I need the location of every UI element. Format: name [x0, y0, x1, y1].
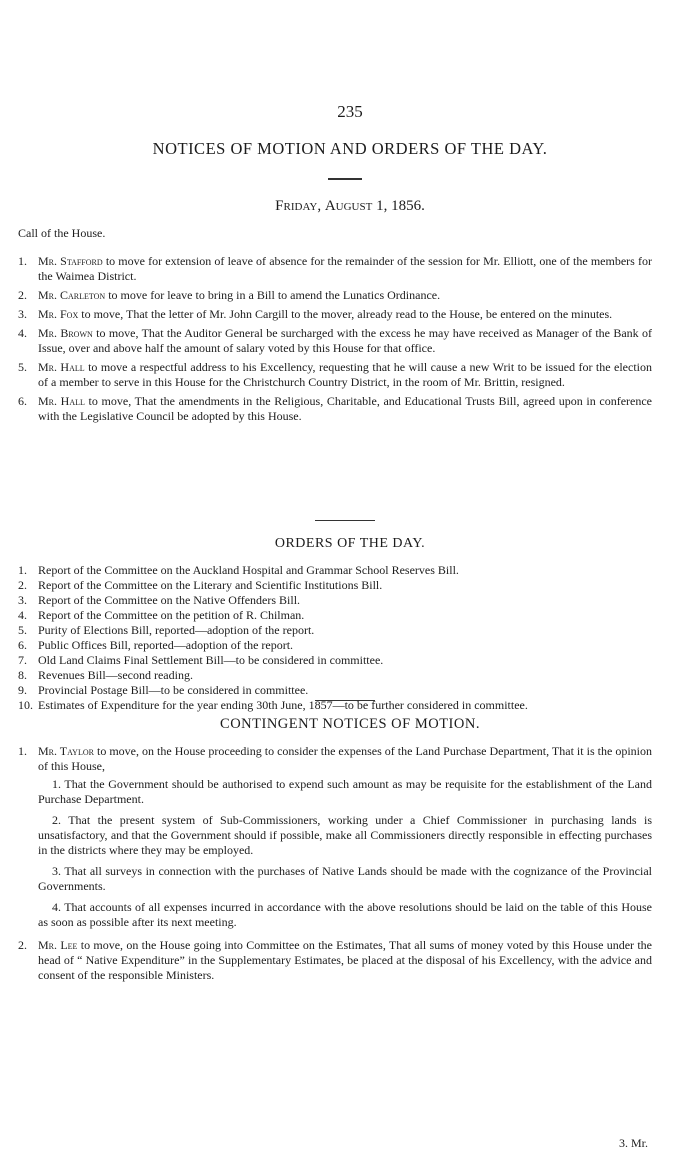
contingent-item [18, 938, 652, 983]
section-divider [315, 520, 375, 521]
sitting-date [0, 198, 700, 215]
date-rest: 1, 1856. [376, 198, 425, 214]
member-name: Mr. Carleton [38, 288, 106, 302]
notice-text: to move a respectful address to his Excellency, requesting that he will cause a new Writ to be issued for the election of a member to serve in this House for the Christchurch Country District, in the room of Mr. Brittin, resigned. [38, 360, 652, 389]
order-item [18, 578, 652, 593]
order-text: Report of the Committee on the Literary and Scientific Institutions Bill. [38, 578, 383, 592]
resolution-paragraph: 2. That the present system of Sub-Commissioners, working under a Chief Commissioner in purchasing lands is unsatisfactory, and that the Government should if possible, make all Commissioners directly responsible in effecting purchases in the districts where they may be employed. [38, 813, 652, 857]
item-number: 1. [18, 563, 27, 577]
notice-item [18, 288, 652, 303]
item-number: 1. [18, 744, 27, 758]
order-item [18, 683, 652, 698]
notice-item [18, 394, 652, 424]
order-text: Report of the Committee on the Auckland Hospital and Grammar School Reserves Bill. [38, 563, 459, 577]
item-number: 6. [18, 394, 27, 408]
item-number: 2. [18, 578, 27, 592]
order-item [18, 593, 652, 608]
order-text: Report of the Committee on the Native Offenders Bill. [38, 593, 301, 607]
member-name: Mr. Taylor [38, 744, 94, 758]
order-text: Revenues Bill—second reading. [38, 668, 193, 682]
resolution-paragraph: 3. That all surveys in connection with the purchases of Native Lands should be made with the cognizance of the Provincial Governments. [38, 864, 652, 893]
order-text: Old Land Claims Final Settlement Bill—to be considered in committee. [38, 653, 384, 667]
order-item [18, 638, 652, 653]
order-item [18, 653, 652, 668]
item-number: 9. [18, 683, 27, 697]
order-text: Estimates of Expenditure for the year ending 30th June, 1857—to be further considered in committee. [38, 698, 528, 712]
resolution-paragraph: 4. That accounts of all expenses incurred in accordance with the above resolutions should be laid on the table of this House as soon as possible after its next meeting. [38, 900, 652, 929]
item-number: 10. [18, 698, 33, 712]
member-name: Mr. Stafford [38, 254, 103, 268]
resolution-paragraph: 1. That the Government should be authorised to expend such amount as may be requisite for the establishment of the Land Purchase Department. [38, 777, 652, 806]
item-number: 4. [18, 326, 27, 340]
date-day: Friday, [275, 198, 322, 214]
notice-item [18, 360, 652, 390]
notice-text: to move for leave to bring in a Bill to amend the Lunatics Ordinance. [105, 288, 441, 302]
item-number: 5. [18, 623, 27, 637]
notice-item [18, 254, 652, 284]
item-number: 5. [18, 360, 27, 374]
notice-text: to move, That the Auditor General be surcharged with the excess he may have received as Manager of the Bank of Issue, over and above half the amount of salary voted by this House for that office. [38, 326, 653, 355]
order-text: Public Offices Bill, reported—adoption of the report. [38, 638, 294, 652]
page-number: 235 [337, 102, 363, 121]
item-number: 2. [18, 938, 27, 952]
contingent-text: to move, on the House going into Committee on the Estimates, That all sums of money voted by this House under the head of “ Native Expenditure” in the Supplementary Estimates, be placed at the disposal of his Excellency, with the advice and consent of the responsible Ministers. [38, 938, 652, 982]
page-title: NOTICES OF MOTION AND ORDERS OF THE DAY. [152, 139, 548, 158]
item-number: 8. [18, 668, 27, 682]
item-number: 1. [18, 254, 27, 268]
item-number: 4. [18, 608, 27, 622]
item-number: 6. [18, 638, 27, 652]
member-name: Mr. Lee [38, 938, 78, 952]
date-month: August [324, 198, 373, 214]
order-item [18, 563, 652, 578]
member-name: Mr. Brown [38, 326, 93, 340]
order-text: Purity of Elections Bill, reported—adoption of the report. [38, 623, 315, 637]
contingent-item [18, 744, 652, 930]
order-text: Report of the Committee on the petition of R. Chilman. [38, 608, 305, 622]
notice-item [18, 326, 652, 356]
order-text: Provincial Postage Bill—to be considered in committee. [38, 683, 309, 697]
contingent-heading: CONTINGENT NOTICES OF MOTION. [220, 716, 480, 732]
notice-item [18, 307, 652, 322]
member-name: Mr. Hall [38, 394, 85, 408]
notice-text: to move, That the amendments in the Religious, Charitable, and Educational Trusts Bill, agreed upon in conference with the Legislative Council be adopted by this House. [38, 394, 652, 423]
order-item [18, 668, 652, 683]
contingent-text: to move, on the House proceeding to consider the expenses of the Land Purchase Department, That it is the opinion of this House, [38, 744, 652, 773]
member-name: Mr. Fox [38, 307, 79, 321]
orders-heading: ORDERS OF THE DAY. [274, 536, 426, 551]
notices-of-motion [18, 254, 652, 428]
contingent-notices [18, 744, 652, 987]
order-item [18, 608, 652, 623]
orders-of-the-day [18, 563, 652, 713]
title-divider [328, 178, 362, 180]
order-item [18, 623, 652, 638]
catchword: 3. Mr. [618, 1136, 648, 1150]
section-divider [315, 700, 375, 701]
item-number: 2. [18, 288, 27, 302]
notice-text: to move, That the letter of Mr. John Cargill to the mover, already read to the House, be entered on the minutes. [78, 307, 613, 321]
notice-text: to move for extension of leave of absence for the remainder of the session for Mr. Elliott, one of the members for the Waimea District. [38, 254, 652, 283]
item-number: 7. [18, 653, 27, 667]
member-name: Mr. Hall [38, 360, 85, 374]
item-number: 3. [18, 307, 27, 321]
call-of-house: Call of the House. [18, 226, 106, 240]
item-number: 3. [18, 593, 27, 607]
